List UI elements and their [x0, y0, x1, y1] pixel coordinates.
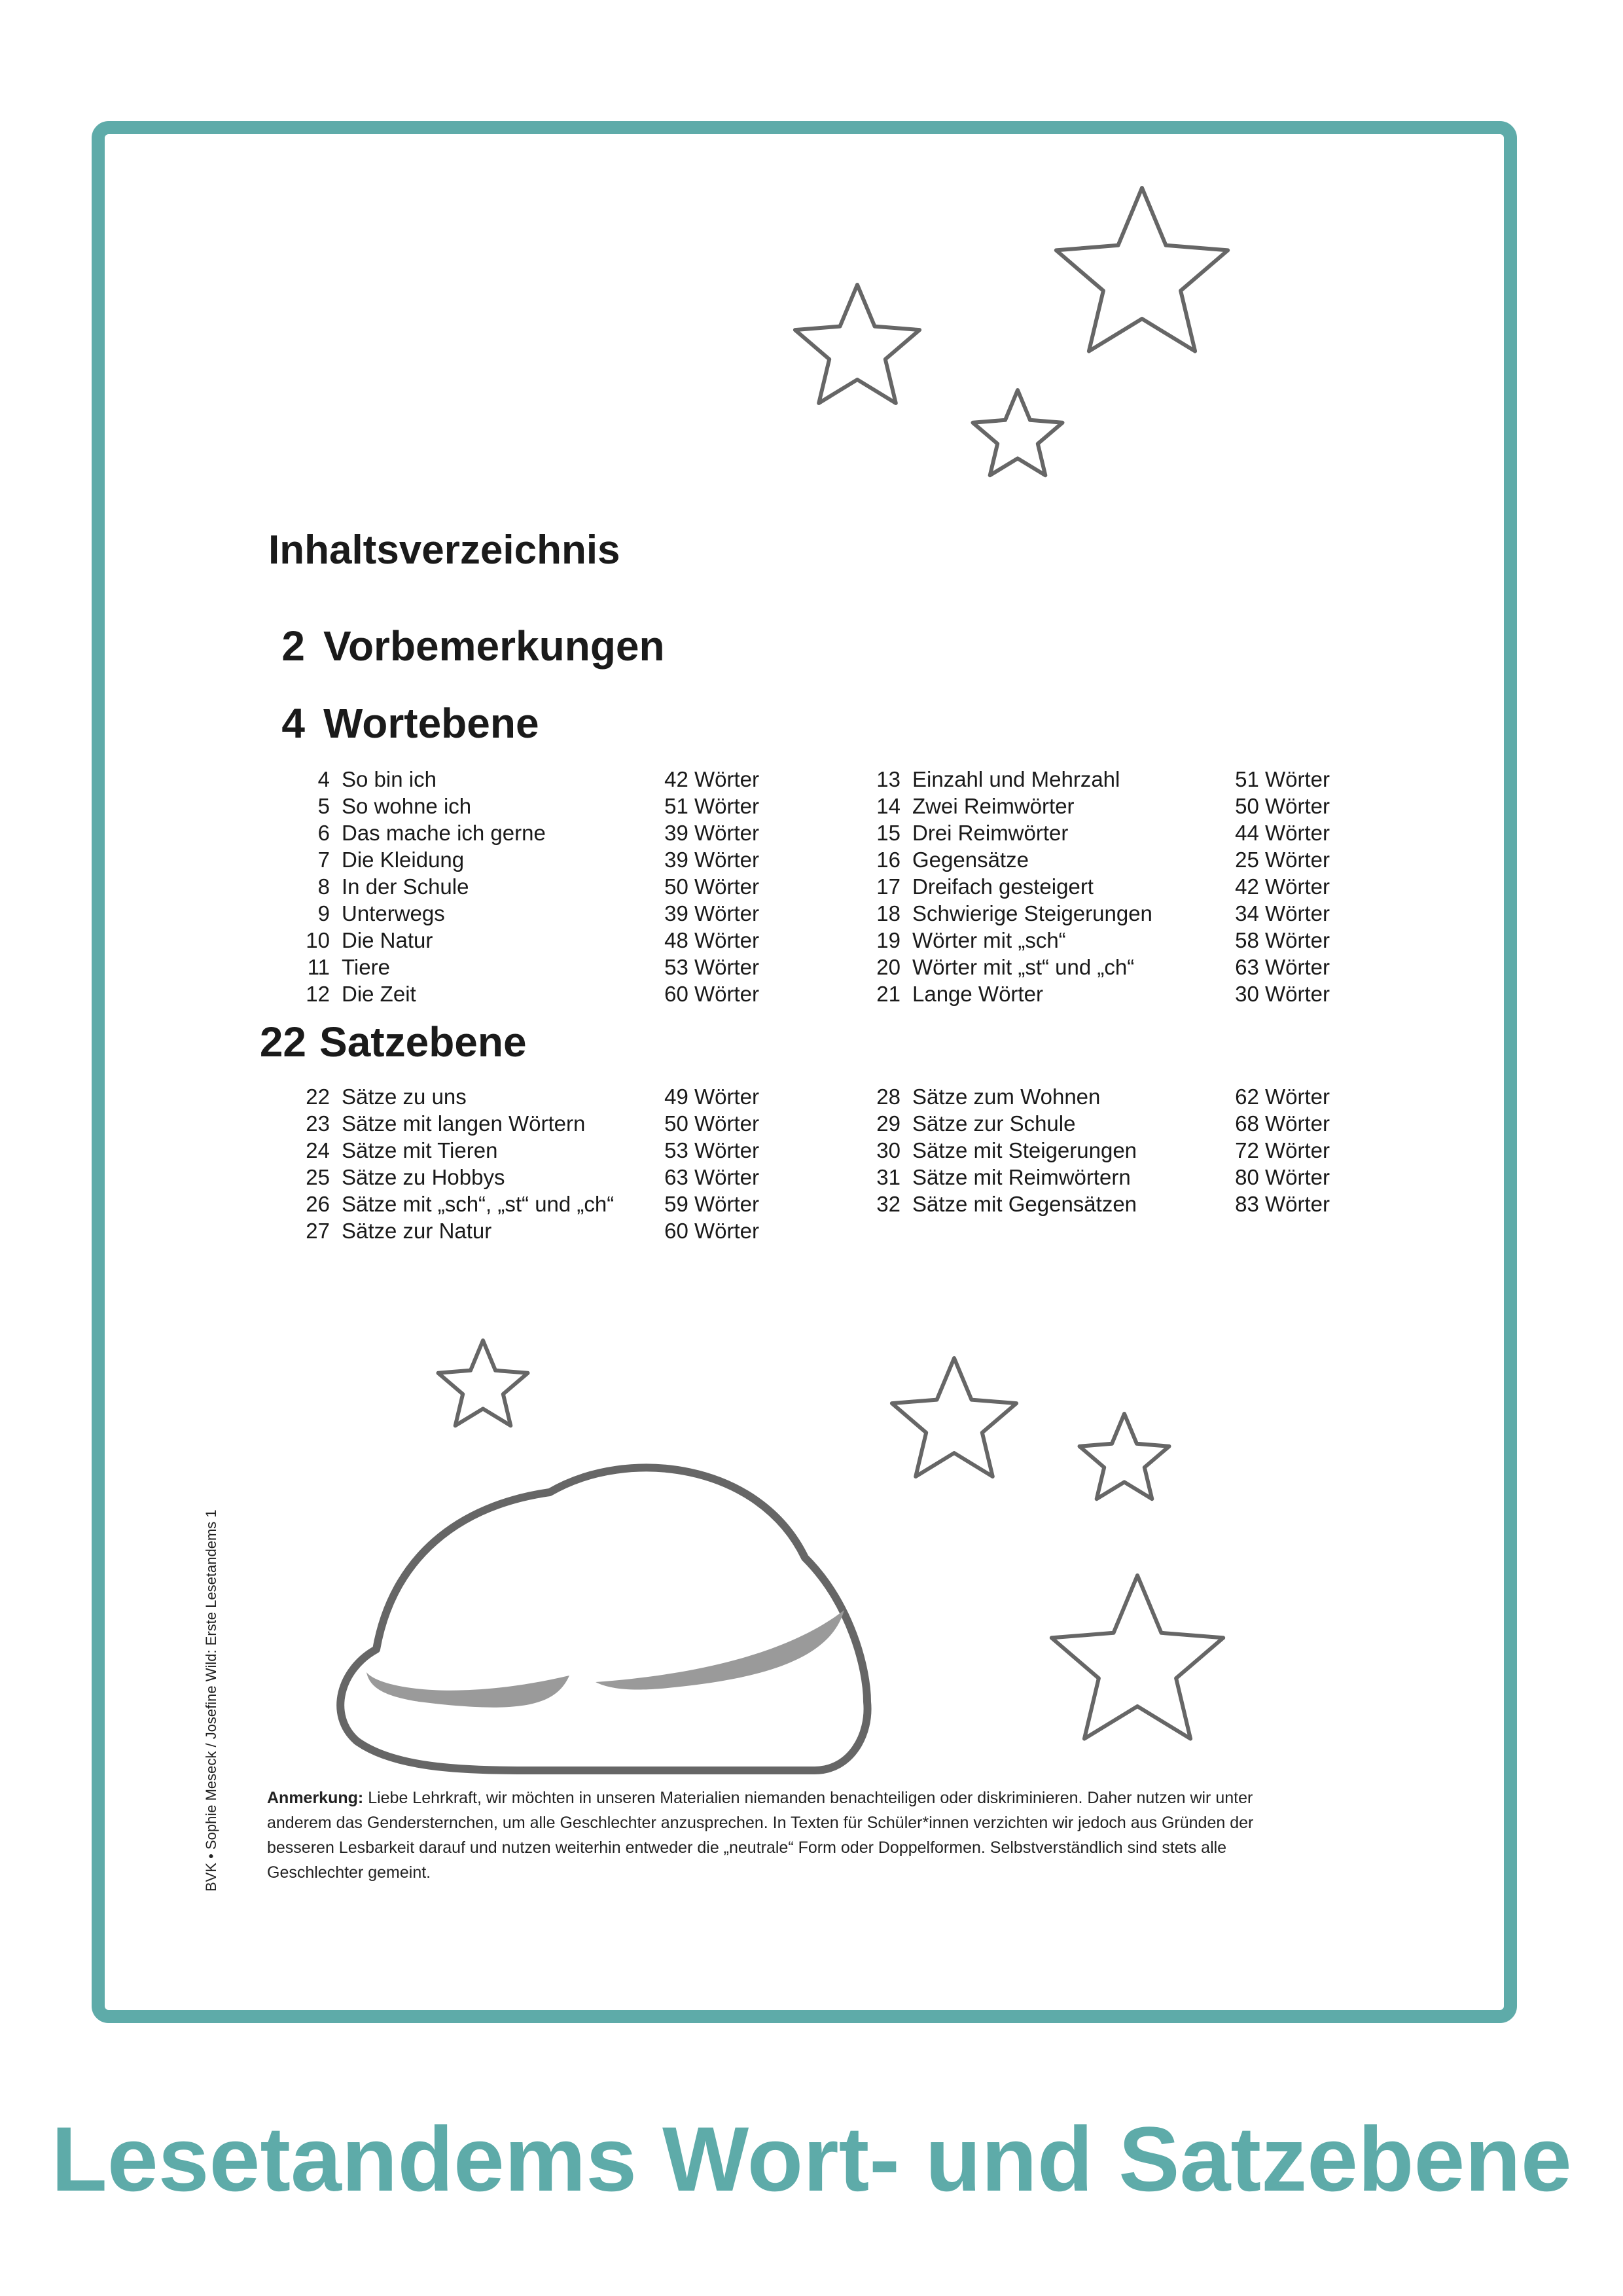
toc-entry-word-count: 58 Wörter [1235, 928, 1330, 952]
contents-title: Inhaltsverzeichnis [268, 528, 620, 573]
toc-entry[interactable] [294, 1217, 759, 1244]
toc-entry-page: 22 [306, 1085, 330, 1109]
toc-entry-title: Sätze mit Reimwörtern [912, 1165, 1131, 1189]
toc-entry[interactable] [294, 1137, 759, 1164]
side-credit: BVK • Sophie Meseck / Josefine Wild: Erste Lesetandems 1 [203, 1509, 219, 1892]
toc-entry-page: 9 [317, 901, 330, 925]
toc-entry-word-count: 50 Wörter [664, 874, 759, 899]
word-level-list-left [294, 766, 759, 1007]
footer-title: Lesetandems Wort- und Satzebene [51, 2108, 1572, 2210]
toc-entry-title: So wohne ich [342, 794, 472, 818]
section-page-number: 2 [281, 622, 305, 670]
star-icon [892, 1358, 1016, 1477]
toc-entry[interactable] [865, 900, 1330, 927]
toc-entry[interactable] [865, 927, 1330, 954]
toc-entry-title: Sätze zu uns [342, 1085, 467, 1109]
toc-entry[interactable] [865, 1137, 1330, 1164]
toc-entry-title: Die Kleidung [342, 848, 465, 872]
toc-entry-word-count: 50 Wörter [664, 1111, 759, 1136]
toc-entry-page: 32 [876, 1192, 901, 1216]
toc-entry-word-count: 62 Wörter [1235, 1085, 1330, 1109]
toc-entry-word-count: 59 Wörter [664, 1192, 759, 1216]
toc-entry-page: 24 [306, 1138, 330, 1162]
toc-entry-title: Sätze zur Schule [912, 1111, 1076, 1136]
section-vorbemerkungen[interactable] [262, 622, 665, 670]
toc-entry-page: 5 [317, 794, 330, 818]
star-icon [1056, 188, 1228, 351]
note-block [267, 1785, 1294, 1885]
toc-entry-word-count: 80 Wörter [1235, 1165, 1330, 1189]
toc-entry[interactable] [294, 954, 759, 980]
toc-entry-title: Das mache ich gerne [342, 821, 546, 845]
toc-entry-page: 21 [876, 982, 901, 1006]
toc-entry-title: Sätze mit Gegensätzen [912, 1192, 1137, 1216]
star-icon [795, 285, 919, 403]
section-page-number: 22 [259, 1018, 306, 1066]
toc-entry-page: 17 [876, 874, 901, 899]
toc-entry-word-count: 39 Wörter [664, 901, 759, 925]
section-wortebene[interactable] [262, 699, 539, 747]
toc-entry-page: 26 [306, 1192, 330, 1216]
toc-entry-word-count: 30 Wörter [1235, 982, 1330, 1006]
toc-entry-page: 4 [317, 767, 330, 791]
toc-entry-title: Lange Wörter [912, 982, 1043, 1006]
toc-entry-word-count: 68 Wörter [1235, 1111, 1330, 1136]
toc-entry-title: Sätze zur Natur [342, 1219, 492, 1243]
toc-entry-title: Schwierige Steigerungen [912, 901, 1152, 925]
toc-entry-title: Unterwegs [342, 901, 445, 925]
toc-entry[interactable] [294, 873, 759, 900]
toc-entry-word-count: 42 Wörter [1235, 874, 1330, 899]
toc-entry-title: Einzahl und Mehrzahl [912, 767, 1120, 791]
toc-entry-word-count: 42 Wörter [664, 767, 759, 791]
toc-entry-title: Sätze mit Steigerungen [912, 1138, 1137, 1162]
toc-entry-title: Sätze zu Hobbys [342, 1165, 505, 1189]
toc-entry-title: Sätze mit langen Wörtern [342, 1111, 586, 1136]
toc-entry-word-count: 51 Wörter [664, 794, 759, 818]
toc-entry[interactable] [294, 793, 759, 819]
toc-entry-word-count: 49 Wörter [664, 1085, 759, 1109]
star-icon [1080, 1414, 1169, 1499]
toc-entry-word-count: 53 Wörter [664, 1138, 759, 1162]
toc-entry[interactable] [294, 900, 759, 927]
toc-entry-word-count: 51 Wörter [1235, 767, 1330, 791]
section-satzebene[interactable] [255, 1018, 527, 1066]
toc-entry-page: 10 [306, 928, 330, 952]
sentence-level-list-right [865, 1083, 1330, 1217]
toc-entry-title: Sätze mit „sch“, „st“ und „ch“ [342, 1192, 615, 1216]
sentence-level-list-left [294, 1083, 759, 1244]
toc-entry-page: 13 [876, 767, 901, 791]
toc-entry-word-count: 53 Wörter [664, 955, 759, 979]
toc-entry-word-count: 39 Wörter [664, 821, 759, 845]
toc-entry-title: Drei Reimwörter [912, 821, 1069, 845]
toc-entry-page: 28 [876, 1085, 901, 1109]
star-icon [1052, 1575, 1223, 1739]
toc-entry-page: 29 [876, 1111, 901, 1136]
toc-entry-title: Tiere [342, 955, 390, 979]
toc-entry-page: 11 [307, 955, 330, 979]
toc-entry-title: Die Zeit [342, 982, 416, 1006]
toc-entry-page: 12 [306, 982, 330, 1006]
toc-entry[interactable] [294, 1191, 759, 1217]
toc-entry-word-count: 60 Wörter [664, 1219, 759, 1243]
toc-entry-page: 14 [876, 794, 901, 818]
toc-entry-word-count: 72 Wörter [1235, 1138, 1330, 1162]
toc-entry[interactable] [294, 1110, 759, 1137]
toc-entry[interactable] [865, 873, 1330, 900]
toc-entry[interactable] [294, 1083, 759, 1110]
toc-entry-title: Dreifach gesteigert [912, 874, 1094, 899]
toc-entry-title: Wörter mit „st“ und „ch“ [912, 955, 1135, 979]
section-label: Vorbemerkungen [323, 622, 665, 670]
toc-entry-page: 20 [876, 955, 901, 979]
note-text: Liebe Lehrkraft, wir möchten in unseren Materialien niemanden benachteiligen oder diskriminieren. Daher nutzen wir unter anderem das Gendersternchen, um alle Geschlechter anzusprechen. In Texten für Schüler*innen verzichten wir jedoch aus Gründen der besseren Lesbarkeit darauf und nutzen weiterhin entweder die „neutrale“ Form oder Doppelformen. Selbstverständlich sind stets alle Geschlechter gemeint. [267, 1789, 1254, 1882]
toc-entry[interactable] [865, 980, 1330, 1007]
toc-entry[interactable] [865, 793, 1330, 819]
toc-entry-word-count: 63 Wörter [1235, 955, 1330, 979]
toc-entry[interactable] [294, 1164, 759, 1191]
toc-entry-title: Sätze mit Tieren [342, 1138, 498, 1162]
toc-entry-word-count: 34 Wörter [1235, 901, 1330, 925]
toc-entry[interactable] [865, 1083, 1330, 1110]
toc-entry-title: Gegensätze [912, 848, 1029, 872]
toc-entry-page: 16 [876, 848, 901, 872]
toc-entry[interactable] [865, 766, 1330, 793]
toc-entry[interactable] [865, 954, 1330, 980]
toc-entry-word-count: 83 Wörter [1235, 1192, 1330, 1216]
toc-entry-page: 27 [306, 1219, 330, 1243]
toc-entry-word-count: 60 Wörter [664, 982, 759, 1006]
toc-entry[interactable] [865, 846, 1330, 873]
section-label: Satzebene [319, 1018, 527, 1066]
toc-entry-page: 31 [876, 1165, 901, 1189]
toc-entry-page: 6 [317, 821, 330, 845]
toc-entry-page: 19 [876, 928, 901, 952]
toc-entry-title: Wörter mit „sch“ [912, 928, 1066, 952]
toc-entry-page: 23 [306, 1111, 330, 1136]
toc-entry-title: In der Schule [342, 874, 469, 899]
toc-entry-word-count: 50 Wörter [1235, 794, 1330, 818]
cloud-icon [340, 1467, 867, 1770]
star-icon [438, 1340, 528, 1426]
toc-entry-title: So bin ich [342, 767, 437, 791]
toc-entry[interactable] [294, 766, 759, 793]
toc-entry-title: Die Natur [342, 928, 433, 952]
toc-entry[interactable] [865, 1191, 1330, 1217]
toc-entry-page: 8 [317, 874, 330, 899]
toc-entry[interactable] [294, 927, 759, 954]
toc-entry-title: Zwei Reimwörter [912, 794, 1075, 818]
toc-entry[interactable] [294, 819, 759, 846]
word-level-list-right [865, 766, 1330, 1007]
section-page-number: 4 [281, 700, 305, 747]
toc-entry-word-count: 44 Wörter [1235, 821, 1330, 845]
section-label: Wortebene [323, 700, 539, 747]
note-label: Anmerkung: [267, 1789, 364, 1807]
toc-entry-page: 15 [876, 821, 901, 845]
toc-entry-title: Sätze zum Wohnen [912, 1085, 1101, 1109]
toc-entry[interactable] [865, 819, 1330, 846]
toc-entry[interactable] [294, 846, 759, 873]
toc-entry-word-count: 48 Wörter [664, 928, 759, 952]
toc-entry-page: 18 [876, 901, 901, 925]
toc-entry-page: 25 [306, 1165, 330, 1189]
toc-entry[interactable] [865, 1164, 1330, 1191]
toc-entry-page: 7 [317, 848, 330, 872]
star-icon [973, 390, 1063, 475]
toc-entry-word-count: 63 Wörter [664, 1165, 759, 1189]
toc-entry-word-count: 39 Wörter [664, 848, 759, 872]
toc-entry[interactable] [865, 1110, 1330, 1137]
toc-entry[interactable] [294, 980, 759, 1007]
toc-entry-page: 30 [876, 1138, 901, 1162]
toc-entry-word-count: 25 Wörter [1235, 848, 1330, 872]
